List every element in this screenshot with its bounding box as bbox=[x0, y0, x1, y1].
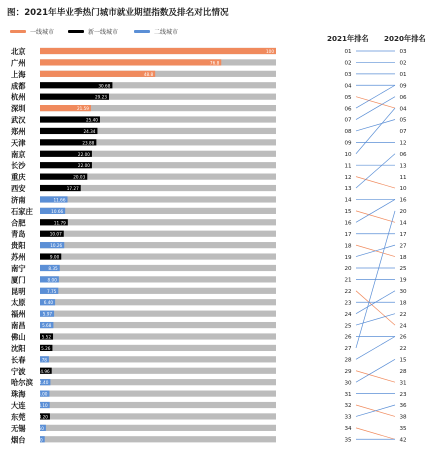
city-label: 济南 bbox=[11, 195, 26, 205]
city-label: 石家庄 bbox=[11, 206, 33, 216]
city-label: 珠海 bbox=[11, 389, 26, 399]
bar-track bbox=[40, 402, 276, 408]
rank-2020-label: 12 bbox=[399, 140, 407, 147]
rank-2021-label: 31 bbox=[344, 391, 352, 398]
bar-track bbox=[40, 196, 276, 202]
rank-2020-label: 07 bbox=[399, 129, 407, 136]
bar-value-label: 11.79 bbox=[53, 220, 66, 226]
bar-value-label: 22.00 bbox=[77, 163, 90, 169]
city-label: 贵阳 bbox=[11, 241, 26, 251]
bar bbox=[40, 48, 276, 54]
bar-value-label: 8.00 bbox=[47, 277, 57, 283]
bar-track bbox=[40, 219, 276, 225]
rank-header-2021: 2021年排名 bbox=[327, 34, 369, 43]
city-label: 重庆 bbox=[11, 172, 26, 182]
rank-connector-line bbox=[356, 314, 395, 325]
city-label: 南京 bbox=[11, 149, 26, 159]
city-label: 南昌 bbox=[11, 321, 26, 331]
rank-2021-label: 19 bbox=[344, 254, 352, 261]
rank-2021-label: 34 bbox=[344, 426, 352, 433]
bar-track bbox=[40, 436, 276, 442]
rank-2021-label: 20 bbox=[344, 266, 352, 273]
city-label: 福州 bbox=[11, 309, 26, 319]
city-label: 大连 bbox=[11, 401, 26, 411]
rank-2020-label: 06 bbox=[399, 94, 407, 101]
bar-value-label: 8.35 bbox=[48, 265, 58, 271]
bar-value-label: 25.40 bbox=[85, 117, 98, 123]
chart-title: 图：2021年毕业季热门城市就业期望指数及排名对比情况 bbox=[7, 8, 229, 18]
rank-2021-label: 21 bbox=[344, 277, 352, 284]
rank-2021-label: 32 bbox=[344, 403, 352, 410]
rank-2021-label: 29 bbox=[344, 368, 352, 375]
rank-2020-label: 23 bbox=[399, 391, 407, 398]
rank-2020-label: 06 bbox=[399, 151, 407, 158]
city-label: 广州 bbox=[11, 58, 26, 68]
rank-2020-label: 05 bbox=[399, 117, 407, 124]
bar-track bbox=[40, 425, 276, 431]
rank-2020-label: 16 bbox=[399, 197, 407, 204]
rank-connector-line bbox=[356, 120, 395, 131]
bar-value-label: 4.96 bbox=[40, 368, 50, 374]
bar-value-label: 3.78 bbox=[37, 357, 47, 363]
city-label: 太原 bbox=[11, 298, 26, 308]
city-label: 厦门 bbox=[11, 275, 26, 285]
rank-2020-label: 31 bbox=[399, 380, 407, 387]
bar-value-label: 4.40 bbox=[39, 380, 49, 386]
bar-track bbox=[40, 391, 276, 397]
city-label: 烟台 bbox=[11, 435, 26, 445]
bar-track bbox=[40, 242, 276, 248]
rank-2021-label: 12 bbox=[344, 174, 352, 181]
bar-value-label: 6.40 bbox=[43, 300, 54, 306]
bar-track bbox=[40, 265, 276, 271]
rank-connector-line bbox=[356, 291, 395, 325]
city-label: 合肥 bbox=[11, 218, 26, 228]
bar-track bbox=[40, 208, 276, 214]
city-label: 成都 bbox=[11, 81, 26, 91]
rank-2021-label: 14 bbox=[344, 197, 352, 204]
bar-value-label: 5.52 bbox=[41, 334, 52, 340]
city-label: 哈尔滨 bbox=[11, 378, 33, 388]
rank-connector-line bbox=[356, 359, 395, 382]
rank-2020-label: 35 bbox=[399, 426, 407, 433]
rank-2020-label: 26 bbox=[399, 334, 407, 341]
bar-value-label: 10.26 bbox=[50, 243, 63, 249]
rank-2021-label: 05 bbox=[344, 94, 352, 101]
bar-value-label: 9.00 bbox=[49, 254, 60, 260]
bar-value-label: 4.00 bbox=[38, 391, 48, 397]
rank-connector-line bbox=[356, 211, 395, 222]
rank-2021-label: 08 bbox=[344, 129, 352, 136]
bar-track bbox=[40, 231, 276, 237]
bar-value-label: 21.59 bbox=[76, 106, 89, 112]
city-label: 长沙 bbox=[11, 161, 26, 171]
city-label: 沈阳 bbox=[11, 343, 26, 353]
rank-2020-label: 17 bbox=[399, 231, 407, 238]
rank-2020-label: 27 bbox=[399, 243, 407, 250]
rank-2021-label: 25 bbox=[344, 323, 352, 330]
rank-2020-label: 19 bbox=[399, 277, 407, 284]
rank-2021-label: 35 bbox=[344, 437, 352, 444]
city-label: 武汉 bbox=[11, 115, 26, 125]
bar-value-label: 4.10 bbox=[38, 403, 48, 409]
rank-2020-label: 10 bbox=[399, 186, 407, 193]
rank-2020-label: 03 bbox=[399, 49, 407, 56]
bar-value-label: 100 bbox=[266, 49, 274, 54]
city-label: 无锡 bbox=[11, 423, 26, 433]
bar bbox=[40, 59, 221, 65]
rank-connector-line bbox=[356, 177, 395, 188]
rank-2020-label: 11 bbox=[399, 174, 407, 181]
rank-connector-line bbox=[356, 154, 395, 188]
rank-connector-line bbox=[356, 85, 395, 108]
rank-2020-label: 18 bbox=[399, 300, 407, 307]
city-label: 宁波 bbox=[11, 366, 26, 376]
rank-2021-label: 18 bbox=[344, 243, 352, 250]
bar-value-label: 5.97 bbox=[42, 311, 53, 317]
rank-2020-label: 04 bbox=[399, 106, 407, 113]
bar-value-label: 20.03 bbox=[73, 174, 86, 180]
rank-2021-label: 30 bbox=[344, 380, 352, 387]
bar-track bbox=[40, 288, 276, 294]
rank-2021-label: 11 bbox=[344, 163, 352, 170]
bar-value-label: 2.00 bbox=[33, 437, 43, 443]
bar-value-label: 29.23 bbox=[94, 94, 107, 100]
city-label: 昆明 bbox=[11, 286, 26, 296]
rank-connector-line bbox=[356, 337, 395, 360]
bar-value-label: 76.8 bbox=[209, 60, 220, 66]
bar-track bbox=[40, 333, 276, 339]
rank-2021-label: 13 bbox=[344, 186, 352, 193]
rank-connector-line bbox=[356, 97, 395, 108]
rank-2020-label: 42 bbox=[399, 437, 407, 444]
city-label: 北京 bbox=[11, 47, 26, 56]
legend-label-tier1: 一线城市 bbox=[30, 28, 55, 36]
rank-2020-label: 13 bbox=[399, 163, 407, 170]
rank-2021-label: 16 bbox=[344, 220, 352, 227]
rank-connector-line bbox=[356, 428, 395, 439]
bar-value-label: 7.75 bbox=[46, 288, 57, 294]
city-label: 苏州 bbox=[11, 252, 26, 262]
legend-label-new-tier1: 新一线城市 bbox=[88, 28, 119, 36]
bar-value-label: 48.8 bbox=[143, 71, 154, 77]
rank-2020-label: 22 bbox=[399, 346, 407, 353]
city-label: 青岛 bbox=[11, 229, 26, 239]
rank-connector-line bbox=[356, 199, 395, 222]
rank-2021-label: 24 bbox=[344, 311, 352, 318]
rank-2021-label: 17 bbox=[344, 231, 352, 238]
rank-2021-label: 27 bbox=[344, 346, 352, 353]
bar-track bbox=[40, 299, 276, 305]
bar-track bbox=[40, 345, 276, 351]
bar-value-label: 23.88 bbox=[82, 140, 95, 146]
bar-track bbox=[40, 276, 276, 282]
rank-connector-line bbox=[356, 108, 395, 154]
city-label: 天津 bbox=[11, 138, 26, 148]
rank-2021-label: 07 bbox=[344, 117, 352, 124]
city-label: 杭州 bbox=[11, 92, 26, 102]
bar-track bbox=[37, 356, 276, 363]
rank-2021-label: 33 bbox=[344, 414, 352, 421]
rank-2021-label: 15 bbox=[344, 209, 352, 216]
bar-value-label: 22.00 bbox=[77, 151, 90, 157]
bar-value-label: 10.66 bbox=[51, 208, 64, 214]
rank-2021-label: 23 bbox=[344, 300, 352, 307]
rank-2021-label: 03 bbox=[344, 72, 352, 79]
rank-2020-label: 02 bbox=[399, 60, 407, 67]
rank-connector-line bbox=[356, 371, 395, 382]
city-label: 佛山 bbox=[11, 332, 26, 342]
bar-track bbox=[40, 368, 276, 374]
rank-2021-label: 09 bbox=[344, 140, 352, 147]
rank-2021-label: 06 bbox=[344, 106, 352, 113]
bar-track bbox=[40, 379, 276, 385]
bar-value-label: 17.27 bbox=[66, 186, 79, 192]
rank-2020-label: 30 bbox=[399, 289, 407, 296]
rank-2020-label: 09 bbox=[399, 83, 407, 90]
rank-2021-label: 22 bbox=[344, 289, 352, 296]
rank-2021-label: 28 bbox=[344, 357, 352, 364]
bar-value-label: 5.26 bbox=[41, 345, 51, 351]
rank-2020-label: 38 bbox=[399, 414, 407, 421]
bar-track bbox=[40, 322, 276, 328]
rank-2021-label: 26 bbox=[344, 334, 352, 341]
bar-value-label: 2.50 bbox=[34, 425, 44, 431]
city-label: 南宁 bbox=[11, 263, 26, 273]
rank-2021-label: 04 bbox=[344, 83, 352, 90]
city-label: 长春 bbox=[11, 355, 26, 365]
bar-value-label: 24.34 bbox=[83, 128, 96, 134]
rank-2020-label: 28 bbox=[399, 368, 407, 375]
rank-2020-label: 22 bbox=[399, 311, 407, 318]
bar bbox=[40, 71, 155, 77]
bar-value-label: 4.20 bbox=[38, 414, 48, 420]
bar-track bbox=[40, 413, 276, 419]
rank-2021-label: 01 bbox=[344, 49, 352, 56]
rank-2020-label: 18 bbox=[399, 254, 407, 261]
bar-value-label: 5.68 bbox=[42, 323, 52, 329]
legend-label-tier2: 二线城市 bbox=[154, 28, 179, 36]
rank-2021-label: 02 bbox=[344, 60, 352, 67]
rank-2020-label: 24 bbox=[399, 323, 407, 330]
rank-2021-label: 10 bbox=[344, 151, 352, 158]
rank-2020-label: 14 bbox=[399, 220, 407, 227]
rank-header-2020: 2020年排名 bbox=[384, 34, 426, 43]
rank-2020-label: 15 bbox=[399, 357, 407, 364]
city-label: 上海 bbox=[11, 69, 26, 79]
rank-2020-label: 25 bbox=[399, 266, 407, 273]
rank-connector-line bbox=[356, 97, 395, 120]
city-label: 西安 bbox=[11, 184, 26, 194]
bar-track bbox=[40, 253, 276, 259]
city-label: 东莞 bbox=[11, 412, 26, 422]
rank-2020-label: 36 bbox=[399, 403, 407, 410]
rank-2020-label: 01 bbox=[399, 72, 407, 79]
city-label: 郑州 bbox=[11, 126, 26, 136]
bar-value-label: 11.66 bbox=[53, 197, 66, 203]
rank-2020-label: 20 bbox=[399, 209, 407, 216]
bar-value-label: 30.68 bbox=[98, 83, 111, 89]
city-label: 深圳 bbox=[11, 104, 26, 114]
bar-track bbox=[40, 311, 276, 317]
bar-value-label: 10.07 bbox=[49, 231, 62, 237]
